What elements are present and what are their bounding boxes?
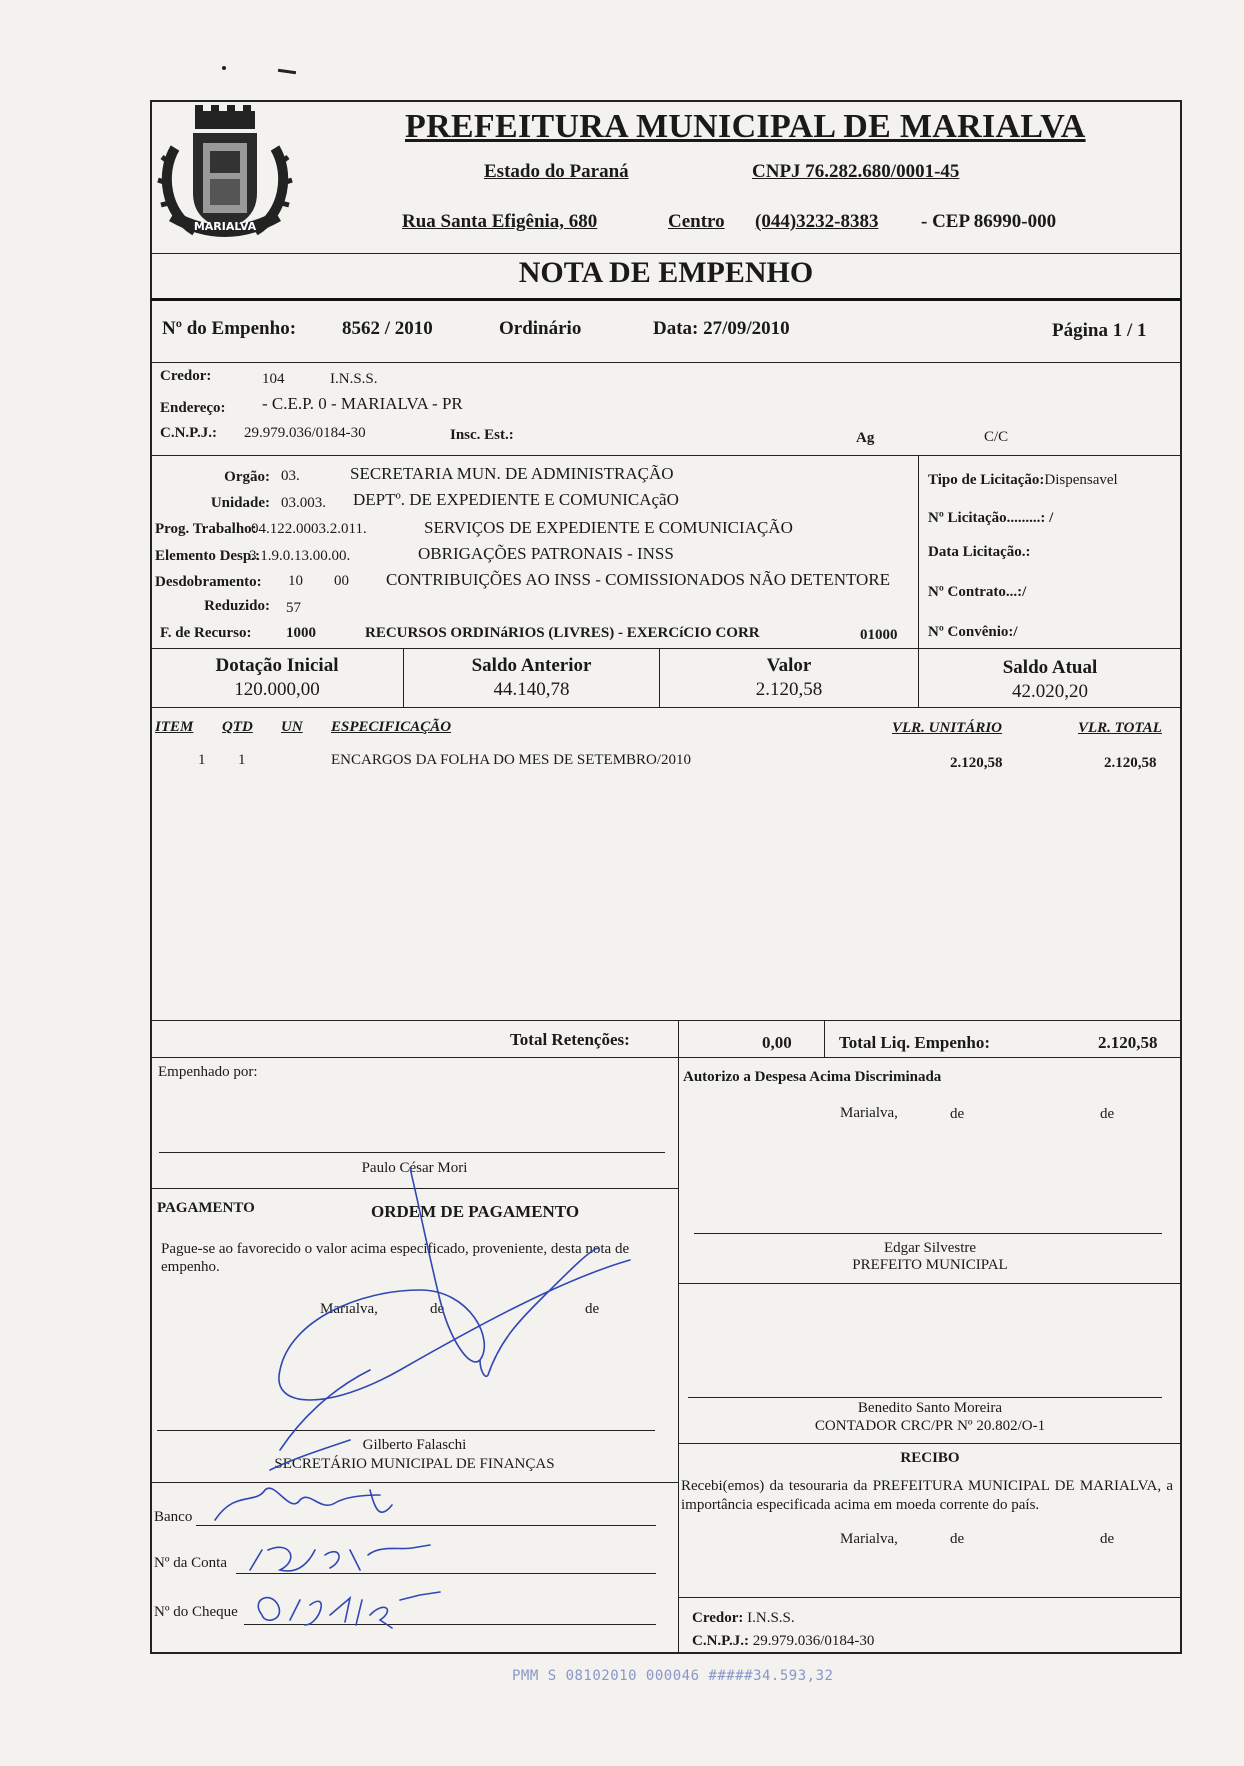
recibo-label: RECIBO [900, 1450, 960, 1466]
centro: Centro [668, 211, 725, 232]
credor-code: 104 [262, 371, 285, 387]
item-total: 2.120,58 [1104, 755, 1157, 771]
reduzido-label: Reduzido: [204, 598, 270, 614]
orgao-code: 03. [281, 468, 300, 484]
endereco-label: Endereço: [160, 400, 226, 416]
col-item: ITEM [155, 719, 194, 735]
recibo-cnpj-label: C.N.P.J.: [692, 1633, 749, 1649]
desdob-label: Desdobramento: [155, 574, 262, 590]
col-total: VLR. TOTAL [1078, 720, 1162, 736]
credor-name: I.N.S.S. [330, 371, 378, 387]
recibo-credor-value: I.N.S.S. [747, 1610, 795, 1626]
recurso-desc: RECURSOS ORDINáRIOS (LIVRES) - EXERCíCIO CORR [365, 625, 760, 641]
prog-desc: SERVIÇOS DE EXPEDIENTE E COMUNICIAÇÃO [424, 518, 793, 537]
orgao-desc: SECRETARIA MUN. DE ADMINISTRAÇÃO [350, 464, 674, 483]
recibo-de2: de [1100, 1531, 1115, 1547]
empenho-numero: 8562 / 2010 [342, 318, 433, 339]
licitacao-convenio: Nº Convênio:/ [928, 624, 1018, 640]
valor-label: Valor [766, 655, 812, 676]
conta-label: Nº da Conta [154, 1555, 227, 1571]
cep: - CEP 86990-000 [921, 211, 1057, 232]
recibo-de1: de [950, 1531, 965, 1547]
orgao-label: Orgão: [224, 469, 270, 485]
ordem-pagamento: ORDEM DE PAGAMENTO [371, 1202, 580, 1221]
svg-text:MARIALVA: MARIALVA [193, 220, 257, 233]
empenhado-nome: Paulo César Mori [361, 1160, 468, 1176]
ag-label: Ag [856, 430, 875, 446]
anterior-value: 44.140,78 [493, 679, 570, 700]
prefeitura-title: PREFEITURA MUNICIPAL DE MARIALVA [405, 108, 1086, 145]
recurso-code2: 01000 [860, 627, 898, 643]
recibo-credor-label: Credor: [692, 1610, 744, 1626]
pagamento-de1: de [430, 1301, 445, 1317]
recurso-code: 1000 [286, 625, 316, 641]
licitacao-tipo-label: Tipo de Licitação: [928, 472, 1045, 488]
contador-nome: Benedito Santo Moreira [857, 1400, 1003, 1416]
recibo-cidade: Marialva, [840, 1531, 898, 1547]
pagamento-de2: de [585, 1301, 600, 1317]
pagamento-nome: Gilberto Falaschi [362, 1437, 467, 1453]
cnpj-value: 29.979.036/0184-30 [244, 425, 366, 441]
endereco-value: - C.E.P. 0 - MARIALVA - PR [262, 394, 463, 413]
desdob-desc: CONTRIBUIÇÕES AO INSS - COMISSIONADOS NÃO DETENTORE [386, 570, 891, 589]
autorizo-label: Autorizo a Despesa Acima Discriminada [683, 1069, 942, 1085]
elem-label: Elemento Desp.: [155, 548, 260, 564]
valor-value: 2.120,58 [755, 679, 823, 700]
unidade-label: Unidade: [210, 495, 270, 511]
licitacao-data: Data Licitação.: [928, 544, 1031, 560]
machine-stamp: PMM S 08102010 000046 #####34.593,32 [512, 1668, 834, 1684]
contador-cargo: CONTADOR CRC/PR Nº 20.802/O-1 [814, 1418, 1046, 1434]
autorizo-de1: de [950, 1106, 965, 1122]
liq-value: 2.120,58 [1098, 1033, 1158, 1052]
empenhado-label: Empenhado por: [158, 1064, 258, 1080]
reduzido-value: 57 [286, 600, 301, 616]
col-un: UN [281, 719, 303, 735]
doc-title: NOTA DE EMPENHO [518, 256, 814, 289]
prog-code: 04.122.0003.2.011. [251, 521, 367, 537]
atual-label: Saldo Atual [1002, 657, 1098, 678]
retencoes-value: 0,00 [762, 1033, 792, 1052]
cnpj-label: C.N.P.J.: [160, 425, 217, 441]
pagamento-texto: Pague-se ao favorecido o valor acima especificado, proveniente, desta nota de empenho. [161, 1241, 630, 1275]
insc-label: Insc. Est.: [450, 427, 514, 443]
retencoes-label: Total Retenções: [510, 1030, 630, 1049]
credor-label: Credor: [160, 368, 212, 384]
item-number: 1 [198, 752, 206, 768]
unidade-desc: DEPTº. DE EXPEDIENTE E COMUNICAçãO [353, 490, 679, 509]
elem-desc: OBRIGAÇÕES PATRONAIS - INSS [418, 544, 674, 563]
recibo-texto: Recebi(emos) da tesouraria da PREFEITURA MUNICIPAL DE MARIALVA, a importância especificada acima em moeda corrente do país. [681, 1478, 1173, 1513]
licitacao-numero: Nº Licitação.........: / [928, 510, 1054, 526]
item-unit: 2.120,58 [950, 755, 1003, 771]
telefone: (044)3232-8383 [755, 211, 879, 232]
empenho-pagina: Página 1 / 1 [1052, 320, 1147, 341]
pagamento-label: PAGAMENTO [157, 1200, 255, 1216]
empenho-label: Nº do Empenho: [162, 318, 297, 339]
item-qtd: 1 [238, 752, 246, 768]
liq-label: Total Liq. Empenho: [839, 1033, 990, 1052]
elem-code: 3.1.9.0.13.00.00. [249, 548, 351, 564]
atual-value: 42.020,20 [1012, 681, 1088, 702]
anterior-label: Saldo Anterior [471, 655, 592, 676]
recibo-cnpj-value: 29.979.036/0184-30 [752, 1633, 875, 1649]
pagamento-cidade: Marialva, [320, 1301, 378, 1317]
empenho-data: Data: 27/09/2010 [653, 318, 790, 339]
banco-label: Banco [154, 1509, 193, 1525]
desdob-b: 00 [334, 573, 349, 589]
autorizo-cidade: Marialva, [840, 1105, 898, 1121]
prog-label: Prog. Trabalho: [155, 521, 257, 537]
dotacao-label: Dotação Inicial [215, 655, 339, 676]
cc-label: C/C [984, 429, 1009, 445]
item-desc: ENCARGOS DA FOLHA DO MES DE SETEMBRO/2010 [331, 752, 692, 768]
col-espec: ESPECIFICAÇÃO [331, 719, 452, 735]
autorizo-de2: de [1100, 1106, 1115, 1122]
dotacao-value: 120.000,00 [234, 679, 320, 700]
unidade-code: 03.003. [281, 495, 326, 511]
rua: Rua Santa Efigênia, 680 [402, 211, 598, 232]
desdob-a: 10 [288, 573, 303, 589]
pagamento-cargo: SECRETÁRIO MUNICIPAL DE FINANÇAS [274, 1456, 555, 1472]
licitacao-tipo-value: Dispensavel [1044, 472, 1118, 488]
prefeito-nome: Edgar Silvestre [883, 1240, 977, 1256]
cheque-label: Nº do Cheque [154, 1604, 238, 1620]
prefeito-cargo: PREFEITO MUNICIPAL [852, 1257, 1008, 1273]
licitacao-contrato: Nº Contrato...:/ [928, 584, 1027, 600]
col-qtd: QTD [222, 719, 253, 735]
estado: Estado do Paraná [484, 161, 629, 182]
col-unit: VLR. UNITÁRIO [892, 720, 1003, 736]
empenho-tipo: Ordinário [499, 318, 582, 339]
cnpj-prefeitura: CNPJ 76.282.680/0001-45 [752, 161, 960, 182]
recurso-label: F. de Recurso: [160, 625, 252, 641]
